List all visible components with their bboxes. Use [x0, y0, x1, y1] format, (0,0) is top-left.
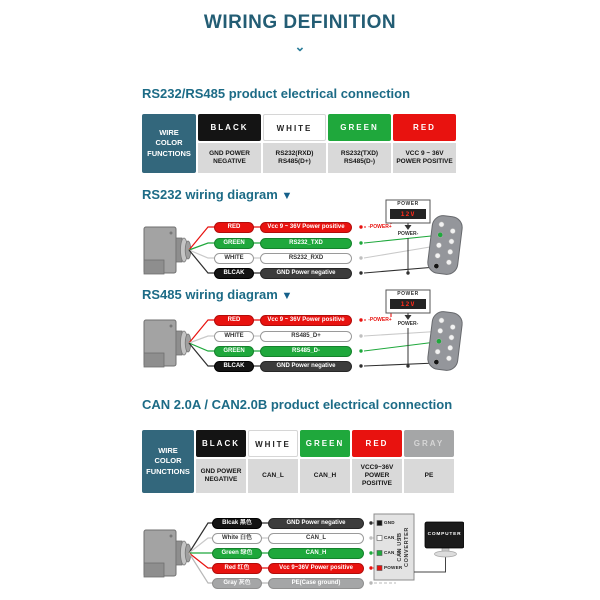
wire-color-pill: White 白色: [212, 533, 262, 544]
wire-function-pill: Vcc 9 ~ 36V Power positive: [260, 315, 352, 326]
function-cell: PE: [404, 459, 454, 493]
wire-color-pill: BLCAK: [214, 268, 254, 279]
wire-color-pill: Green 绿色: [212, 548, 262, 559]
power-plus-label: -POWER+: [366, 317, 394, 323]
sensor-device: [144, 530, 191, 577]
down-triangle-icon: ▼: [281, 190, 293, 202]
heading-rs485-text: RS485 wiring diagram: [142, 287, 278, 302]
function-cell: GND POWER NEGATIVE: [198, 143, 261, 173]
down-triangle-icon: ▼: [281, 290, 293, 302]
wire-function-pill: GND Power negative: [260, 361, 352, 372]
wire-color-pill: Gray 灰色: [212, 578, 262, 589]
power-plus-label: -POWER+: [366, 224, 394, 230]
wire-color-pill: BLCAK: [214, 361, 254, 372]
wire-function-pill: GND Power negative: [260, 268, 352, 279]
wire-function-pill: CAN_H: [268, 548, 364, 559]
color-name-cell: BLACK: [198, 114, 261, 141]
power-minus-label: POWER-: [397, 321, 419, 327]
color-name-cell: GRAY: [404, 430, 454, 457]
function-cell: CAN_H: [300, 459, 350, 493]
wire-color-functions-header: WIRE COLOR FUNCTIONS: [142, 114, 196, 173]
chevron-down-icon[interactable]: ⌄: [294, 39, 306, 54]
sensor-device: [144, 227, 191, 274]
wire-column-green: [300, 430, 350, 493]
wire-column-red: [352, 430, 402, 493]
computer: [425, 522, 464, 557]
wire-column-white: [248, 430, 298, 493]
heading-rs232-text: RS232 wiring diagram: [142, 187, 278, 202]
color-name-cell: GREEN: [328, 114, 391, 141]
wire-function-pill: RS232_TXD: [260, 238, 352, 249]
color-name-cell: GREEN: [300, 430, 350, 457]
wire-function-pill: Vcc 9 ~ 36V Power positive: [260, 222, 352, 233]
section-heading-can: CAN 2.0A / CAN2.0B product electrical connection: [142, 397, 453, 412]
wire-function-pill: RS485_D+: [260, 331, 352, 342]
can-wiring-diagram: [142, 508, 464, 598]
function-cell: RS232(TXD) RS485(D-): [328, 143, 391, 173]
rs485-wiring-diagram: [142, 285, 464, 390]
wire-column-black: [196, 430, 246, 493]
color-name-cell: BLACK: [196, 430, 246, 457]
converter-pin-label: CAN_L: [384, 535, 401, 540]
page-title: WIRING DEFINITION: [203, 12, 397, 33]
power-title: POWER: [397, 291, 419, 297]
wire-column-gray: [404, 430, 454, 493]
wire-column-white: [263, 114, 326, 173]
rs232-wiring-diagram: [142, 196, 464, 291]
db9-connector: [427, 214, 464, 275]
wire-column-red: [393, 114, 456, 173]
converter-pin-label: GND: [384, 520, 395, 525]
function-cell: VCC 9 ~ 36V POWER POSITIVE: [393, 143, 456, 173]
color-name-cell: RED: [393, 114, 456, 141]
color-name-cell: WHITE: [263, 114, 326, 141]
computer-label: COMPUTER: [427, 532, 462, 537]
wire-table-rs232-rs485: [142, 114, 456, 173]
wire-color-pill: RED: [214, 222, 254, 233]
color-name-cell: RED: [352, 430, 402, 457]
converter-label-line1: CAN USB: [397, 532, 403, 562]
wire-color-pill: RED: [214, 315, 254, 326]
power-title: POWER: [397, 201, 419, 207]
wire-color-pill: GREEN: [214, 346, 254, 357]
power-voltage-display: 12V: [390, 299, 426, 309]
wire-color-functions-header: WIRE COLOR FUNCTIONS: [142, 430, 194, 493]
wire-color-pill: Red 红色: [212, 563, 262, 574]
db9-connector: [427, 310, 464, 371]
sensor-device: [144, 320, 191, 367]
wire-color-pill: Blcak 黑色: [212, 518, 262, 529]
function-cell: CAN_L: [248, 459, 298, 493]
wire-function-pill: Vcc 9~36V Power positive: [268, 563, 364, 574]
wire-table-can: [142, 430, 454, 493]
wire-function-pill: CAN_L: [268, 533, 364, 544]
wire-column-green: [328, 114, 391, 173]
converter-pin-label: CAN_H: [384, 550, 401, 555]
wire-column-black: [198, 114, 261, 173]
converter-label-line2: CONVERTER: [404, 527, 410, 567]
wire-color-pill: WHITE: [214, 331, 254, 342]
converter-pin-label: POWER: [384, 565, 403, 570]
wire-color-pill: GREEN: [214, 238, 254, 249]
wire-function-pill: RS232_RXD: [260, 253, 352, 264]
power-voltage-display: 12V: [390, 209, 426, 219]
section-heading-rs232-rs485: RS232/RS485 product electrical connection: [142, 86, 411, 101]
wire-function-pill: RS485_D-: [260, 346, 352, 357]
wire-function-pill: PE(Case ground): [268, 578, 364, 589]
function-cell: VCC9~36V POWER POSITIVE: [352, 459, 402, 493]
function-cell: RS232(RXD) RS485(D+): [263, 143, 326, 173]
wire-color-pill: WHITE: [214, 253, 254, 264]
power-minus-label: POWER-: [397, 231, 419, 237]
color-name-cell: WHITE: [248, 430, 298, 457]
wire-function-pill: GND Power negative: [268, 518, 364, 529]
function-cell: GND POWER NEGATIVE: [196, 459, 246, 493]
